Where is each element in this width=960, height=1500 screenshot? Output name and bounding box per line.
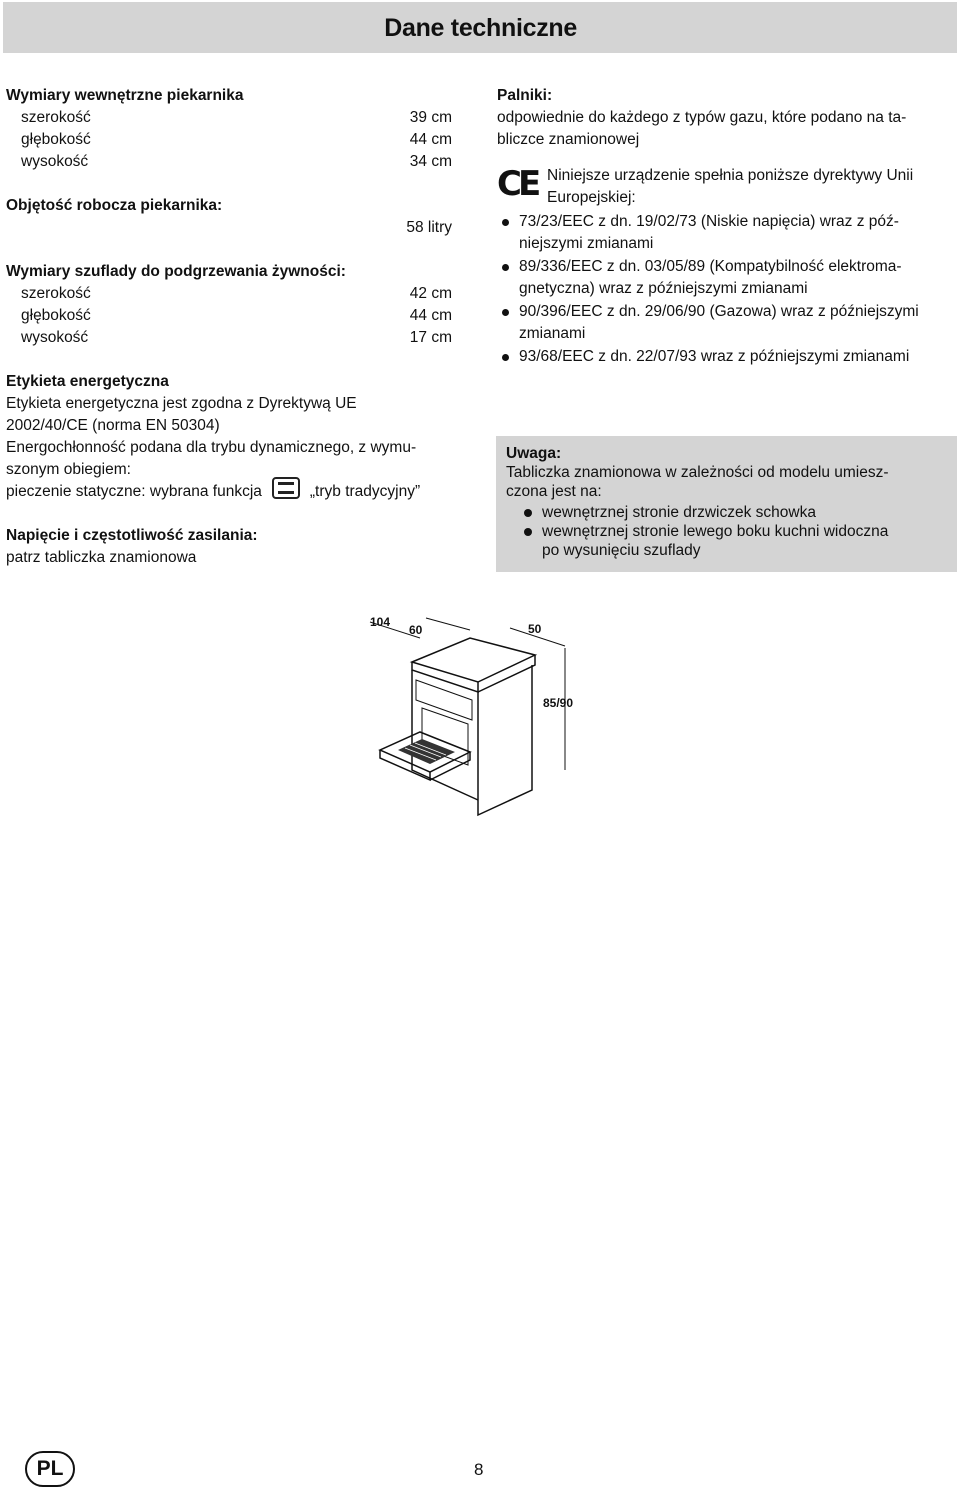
directive-text: zmianami [519,325,586,342]
energy-text: szonym obiegiem: [6,461,131,478]
oven-volume-value: 58 litry [406,219,452,236]
energy-text: 2002/40/CE (norma EN 50304) [6,417,220,434]
list-item [497,211,959,255]
directives-intro [547,165,913,209]
dimension-line [426,618,470,630]
spec-row [6,327,452,349]
energy-function-line [6,481,452,503]
page-number: 8 [474,1460,484,1479]
page-title: Dane techniczne [384,14,577,42]
spec-row [6,283,452,305]
list-item [506,503,947,522]
dimension-label: 104 [370,615,391,629]
header-bar [3,2,957,53]
burners-title: Palniki: [497,87,553,104]
directive-text: gnetyczna) wraz z późniejszymi zmianami [519,280,808,297]
dimension-label: 85/90 [543,696,574,710]
directives-intro-line: Niniejsze urządzenie spełnia poniższe dyrektywy Unii [547,167,914,184]
spec-label: szerokość [21,285,91,302]
energy-text: Etykieta energetyczna jest zgodna z Dyrektywą UE [6,395,357,412]
dimension-label: 50 [528,622,542,636]
note-item-text: wewnętrznej stronie lewego boku kuchni widoczna [542,523,889,540]
spec-label: głębokość [21,307,91,324]
note-box [496,436,957,572]
power-supply-text: patrz tabliczka znamionowa [6,549,197,566]
language-badge: PL [25,1451,75,1487]
control-panel [416,680,472,720]
note-item-text: wewnętrznej stronie drzwiczek schowka [542,504,816,521]
spec-row [6,107,452,129]
warming-drawer-title: Wymiary szuflady do podgrzewania żywności: [6,263,346,280]
spec-label: wysokość [21,329,89,346]
spec-value: 44 cm [409,131,452,148]
spec-value: 44 cm [409,307,452,324]
dimension-label: 60 [409,623,423,637]
right-column [497,85,959,369]
directives-list [497,211,959,368]
ce-mark-icon: CE [497,164,538,204]
spec-label: wysokość [21,153,89,170]
note-title: Uwaga: [506,445,562,462]
cooker-dimension-drawing [360,600,600,830]
oven-internal-title: Wymiary wewnętrzne piekarnika [6,87,244,104]
power-supply-title: Napięcie i częstotliwość zasilania: [6,527,258,544]
directive-text: 90/396/EEC z dn. 29/06/90 (Gazowa) wraz z późniejszymi [519,303,919,320]
list-item [497,256,959,300]
spec-row [6,305,452,327]
directive-text: 73/23/EEC z dn. 19/02/73 (Niskie napięcia) wraz z póź- [519,213,899,230]
oven-volume-title: Objętość robocza piekarnika: [6,197,223,214]
function-prefix: pieczenie statyczne: wybrana funkcja [6,483,262,500]
note-list [506,503,947,560]
ce-block [497,165,959,209]
energy-text: Energochłonność podana dla trybu dynamicznego, z wymu- [6,439,417,456]
function-suffix: „tryb tradycyjny” [309,483,421,500]
directive-text: 93/68/EEC z dn. 22/07/93 wraz z późniejszymi zmianami [519,348,910,365]
spec-value: 42 cm [409,285,452,302]
list-item [497,301,959,345]
directive-text: 89/336/EEC z dn. 03/05/89 (Kompatybilność elektroma- [519,258,902,275]
spec-row [6,129,452,151]
note-item-text: po wysunięciu szuflady [542,542,701,559]
note-text: czona jest na: [506,483,602,500]
spec-label: szerokość [21,109,91,126]
energy-label-title: Etykieta energetyczna [6,373,169,390]
burners-text: bliczce znamionowej [497,131,640,148]
left-column [6,85,452,569]
directive-text: niejszymi zmianami [519,235,654,252]
list-item [506,522,947,560]
spec-value: 17 cm [409,329,452,346]
static-bake-icon [272,477,300,499]
spec-label: głębokość [21,131,91,148]
spec-value: 34 cm [409,153,452,170]
spec-row [6,151,452,173]
spec-value: 39 cm [409,109,452,126]
spec-row [6,217,452,239]
note-text: Tabliczka znamionowa w zależności od modelu umiesz- [506,464,889,481]
burners-text: odpowiednie do każdego z typów gazu, które podano na ta- [497,109,907,126]
directives-intro-line: Europejskiej: [547,189,636,206]
list-item [497,346,959,368]
